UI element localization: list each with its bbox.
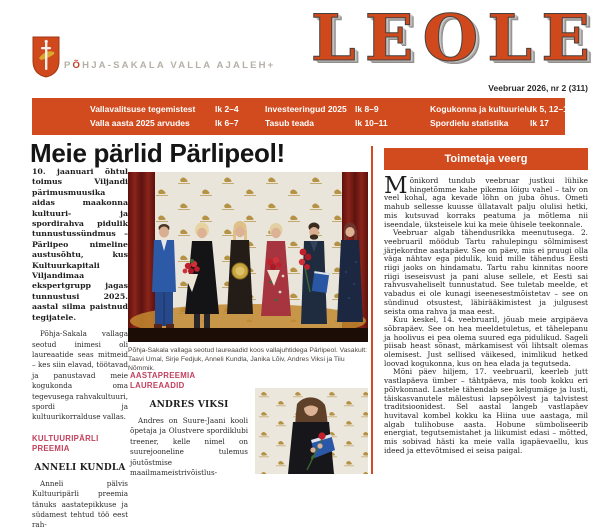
body-paragraph: Põhja-Sakala vallaga seotud inimesi oli laureaatide seas mitmeid – kes siin elavad, töötavad ja panustavad meie kogukonda oma tegevusega rahvakultuuri, spordi ja kultuurikorralduse vallas.: [32, 329, 128, 422]
toc-item-label: Spordielu statistika: [430, 118, 509, 128]
laureate-name-andres-viksi: ANDRES VIKSI: [149, 400, 229, 410]
article-headline: Meie pärlid Pärlipeol!: [30, 138, 285, 168]
photo-caption: Põhja-Sakala vallaga seotud laureaadid koos vallajuhtidega Pärlipeol. Vasakult: Taavi Umal, Sirje Fedjuk, Anneli Kundla, Janika Lõiv, Andres Viksi ja Tiiu Nõmmik.: [128, 347, 368, 372]
body-paragraph: Anneli pälvis Kultuuripärli preemia tänuks aastatepikkuse ja südamest tehtud töö eest rah-: [32, 478, 128, 530]
toc-bar: [32, 98, 573, 135]
editor-paragraph: Veebruar algab tähendusrikka meenutusega. 2. veebruaril möödub Tartu rahulepingu sõlmimisest järjekordne aastapäev. See on päev, mis ei pruugi olla väga nähtav ega pidulik, kuid mille tähendus Eesti riigi jaoks on hindamatu. Tartu rahu kinnitas noore riigi iseseisvust ja pani aluse sellele, et Eesti sai rahvusvaheliselt tunnustatud. See tuletab meelde, et vabadus ei ole kunagi iseenesestmõistetav – see on sündinud otsustest, läbirääkimistest ja julgusest seista oma rahva ja maa eest.: [384, 228, 588, 316]
toc-item-pages: lk 8–9: [355, 104, 379, 114]
laureates-group-photo: [128, 172, 368, 342]
toc-item-pages: lk 2–4: [215, 104, 239, 114]
issue-date: Veebruar 2026, nr 2 (311): [488, 83, 588, 93]
tagline-rest: HJA-SAKALA VALLA AJALEH+: [82, 60, 276, 71]
laureate-portrait-photo: [255, 388, 368, 474]
article-left-column: [32, 167, 128, 530]
article-middle-column: [130, 371, 248, 478]
toc-item-label: Tasub teada: [265, 118, 314, 128]
editor-paragraph-text: õnikord tundub veebruar justkui lühike hingetõmme kahe pikema lõigu vahel – talv on veel kohal, aga kevade lõhn on juba õhus. Ometi mahub sellesse kuusse üllatavalt palju olulisi hetki, mis kutsuvad korraks peatuma ja mõtlema nii iseendale, üksteisele kui ka meie ühisele teekonnale.: [384, 176, 588, 229]
toc-item-pages: lk 5, 12–13: [530, 104, 573, 114]
newspaper-title: LEOLE: [310, 1, 599, 76]
toc-item-pages: lk 10–11: [355, 118, 388, 128]
section-heading-kultuuriparli: KULTUURIPÄRLI PREEMIA: [32, 433, 99, 453]
toc-item-pages: lk 6–7: [215, 118, 239, 128]
section-heading-aastapreemia: AASTAPREEMIA LAUREAADID: [130, 371, 196, 390]
lead-paragraph: 10. jaanuari õhtul toimus Viljandi pärimusmuusika aidas maakonna kultuuri- ja spordirahva pidulik tunnustussündmus – Pärlipeo nimeline austusõhtu, kus Kultuurkapitali Viljandimaa ekspertgrupp jagas tunnustusi 2025. aastal silma paistnud tegijatele.: [32, 167, 128, 322]
sword-o-icon: Õ: [72, 60, 83, 71]
tagline-prefix: P: [64, 60, 73, 71]
municipality-crest-icon: [32, 36, 60, 78]
body-paragraph: Andres on Suure-Jaani kooli õpetaja ja Olustvere spordiklubi treener, kelle nimel on suurejooneline tulemus jõutõstmise maailmameistrivõistlus-: [130, 416, 248, 478]
editor-paragraph: Kuu keskel, 14. veebruaril, jõuab meie argipäeva sõbrapäev. See on hea meeldetuletus, et tähelepanu ja hoolivus ei pea olema suured ega pidulikud. Sageli piisab heast sõnast, märkamisest või lihtsalt olemas olemisest. Just sellised väikesed, inimlikud hetked loovad kogukonna, kus on hea elada ja tegutseda.: [384, 315, 588, 368]
toc-grid: [32, 98, 573, 129]
editor-column-header: Toimetaja veerg: [384, 148, 588, 170]
toc-item-label: Valla aasta 2025 arvudes: [90, 118, 190, 128]
drop-cap: M: [384, 173, 408, 199]
laureate-name-anneli-kundla: ANNELI KUNDLA: [34, 462, 126, 473]
editor-column: [384, 173, 588, 474]
toc-item-label: Vallavalitsuse tegemistest: [90, 104, 196, 114]
editor-paragraph: [384, 173, 588, 229]
newspaper-tagline: [64, 60, 275, 71]
column-divider: [371, 146, 373, 474]
toc-item-pages: lk 17: [530, 118, 549, 128]
toc-item-label: Investeeringud 2025: [265, 104, 347, 114]
toc-item-label: Kogukonna ja kultuurielu: [430, 104, 533, 114]
editor-paragraph: Mõni päev hiljem, 17. veebruaril, keerleb jutt vastlapäeva ümber – tähtpäeva, mis toob kokku eri põlvkonnad. Lastele tähendab see kelgumäge ja lusti, täiskasvanutele mälestusi lapsepõlvest ja talvistest traditsioonidest. Sel aastal langeb vastlapäev huvitaval kombel kokku ka Hiina uue aastaga, mil algab tulihobuse aasta. Hobune sümboliseerib energiat, tegutsemistahet ja liikumist edasi – mõtted, mis sobivad hästi ka meie valla igapäevaellu, kus ideed ja ettevõtmised ei seisa paigal.: [384, 367, 588, 455]
